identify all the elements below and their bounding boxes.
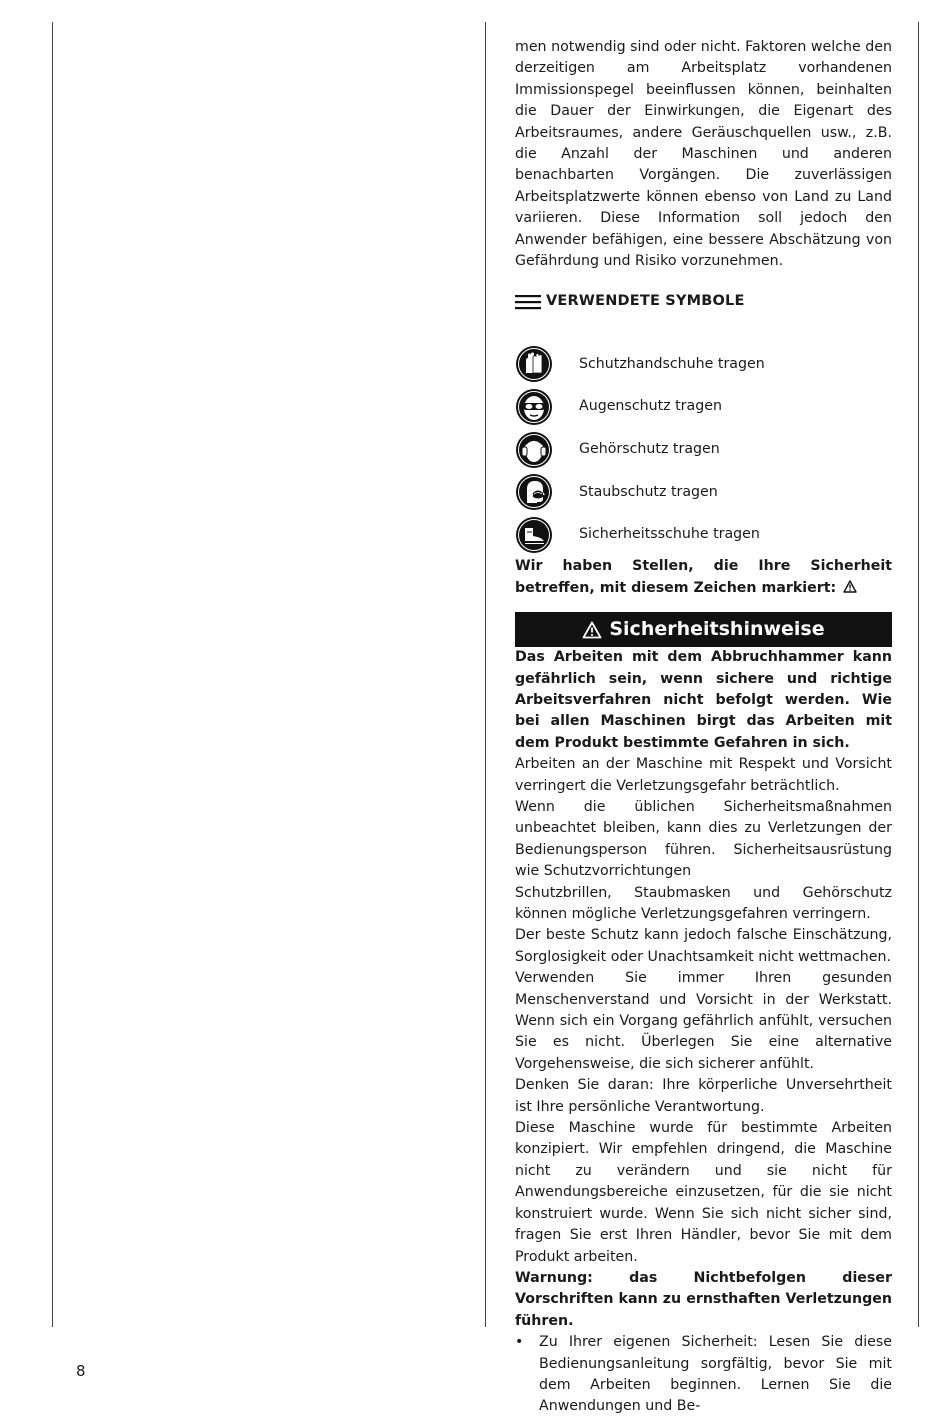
right-column [515,37,892,1418]
page-number: 8 [76,1362,86,1380]
symbol-row [515,386,892,429]
symbol-row [515,514,892,557]
symbol-label: Schutzhandschuhe tragen [579,355,765,372]
left-margin-line [52,22,53,1327]
symbols-heading [515,291,892,312]
bullet-mark: • [515,1334,524,1351]
mark-note [515,556,892,599]
safety-shoes-icon [515,516,579,554]
gloves-icon [515,345,579,383]
symbol-list [515,343,892,556]
banner-title: Sicherheitshinweise [609,617,825,640]
mark-note-text: Wir haben Stellen, die Ihre Sicherheit betreffen, mit diesem Zeichen markiert: [515,558,892,596]
paragraph: Der beste Schutz kann jedoch falsche Einschätzung, Sorglosigkeit oder Unachtsamkeit nicht wettmachen. [515,927,892,965]
paragraph: Denken Sie daran: Ihre körperliche Unversehrtheit ist Ihre persönliche Verantwortung. [515,1077,892,1115]
ear-protection-icon [515,431,579,469]
paragraph: Verwenden Sie immer Ihren gesunden Menschenverstand und Vorsicht in der Werkstatt. Wenn sich ein Vorgang gefährlich anfühlt, versuchen Sie es nicht. Überlegen Sie eine alternative Vorgehensweise, die sich sicherer anfühlt. [515,970,892,1072]
warning-triangle-icon [843,580,857,593]
center-divider-line [485,22,486,1327]
paragraph: Wenn die üblichen Sicherheitsmaßnahmen unbeachtet bleiben, kann dies zu Verletzungen der Bedienungsperson führen. Sicherheitsausrüstung wie Schutzvorrichtungen [515,798,892,880]
warning-text: Warnung: das Nichtbefolgen dieser Vorschriften kann zu ernsthaften Verletzungen führen. [515,1269,892,1329]
paragraph: Arbeiten an der Maschine mit Respekt und Vorsicht verringert die Verletzungsgefahr beträchtlich. [515,756,892,794]
bold-intro: Das Arbeiten mit dem Abbruchhammer kann gefährlich sein, wenn sichere und richtige Arbeitsverfahren nicht befolgt werden. Wie bei allen Maschinen birgt das Arbeiten mit dem Produkt bestimmte Gefahren in sich. [515,649,892,751]
symbols-heading-text: VERWENDETE SYMBOLE [546,293,745,310]
list-item [515,1332,892,1418]
warning-triangle-icon [582,621,602,639]
right-margin-line [918,22,919,1327]
eye-protection-icon [515,388,579,426]
symbol-label: Sicherheitsschuhe tragen [579,526,760,543]
safety-banner [515,612,892,647]
symbol-label: Staubschutz tragen [579,483,718,500]
paragraph: Schutzbrillen, Staubmasken und Gehörschutz können mögliche Verletzungsgefahren verringern. [515,884,892,922]
bullet-text: Zu Ihrer eigenen Sicherheit: Lesen Sie diese Bedienungsanleitung sorgfältig, bevor Sie mit dem Arbeiten beginnen. Lernen Sie die Anwendungen und Be- [539,1334,892,1415]
menu-lines-icon [515,294,541,310]
intro-paragraph: men notwendig sind oder nicht. Faktoren welche den derzeitigen am Arbeitsplatz vorhandenen Immissionspegel beeinflussen können, beinhalten die Dauer der Einwirkungen, die Eigenart des Arbeitsraumes, andere Geräuschquellen usw., z.B. die Anzahl der Maschinen und anderen benachbarten Vorgängen. Die zuverlässigen Arbeitsplatzwerte können ebenso von Land zu Land variieren. Diese Information soll jedoch den Anwender befähigen, eine bessere Abschätzung von Gefährdung und Risiko vorzunehmen. [515,39,892,270]
symbol-label: Augenschutz tragen [579,398,722,415]
paragraph: Diese Maschine wurde für bestimmte Arbeiten konzipiert. Wir empfehlen dringend, die Maschine nicht zu verändern und sie nicht für Anwendungsbereiche einzusetzen, für die sie nicht konstruiert wurde. Wenn Sie sich nicht sicher sind, fragen Sie erst Ihren Händler, bevor Sie mit dem Produkt arbeiten. [515,1120,892,1265]
symbol-row [515,343,892,386]
symbol-row [515,428,892,471]
symbol-row [515,471,892,514]
dust-mask-icon [515,473,579,511]
symbol-label: Gehörschutz tragen [579,440,720,457]
